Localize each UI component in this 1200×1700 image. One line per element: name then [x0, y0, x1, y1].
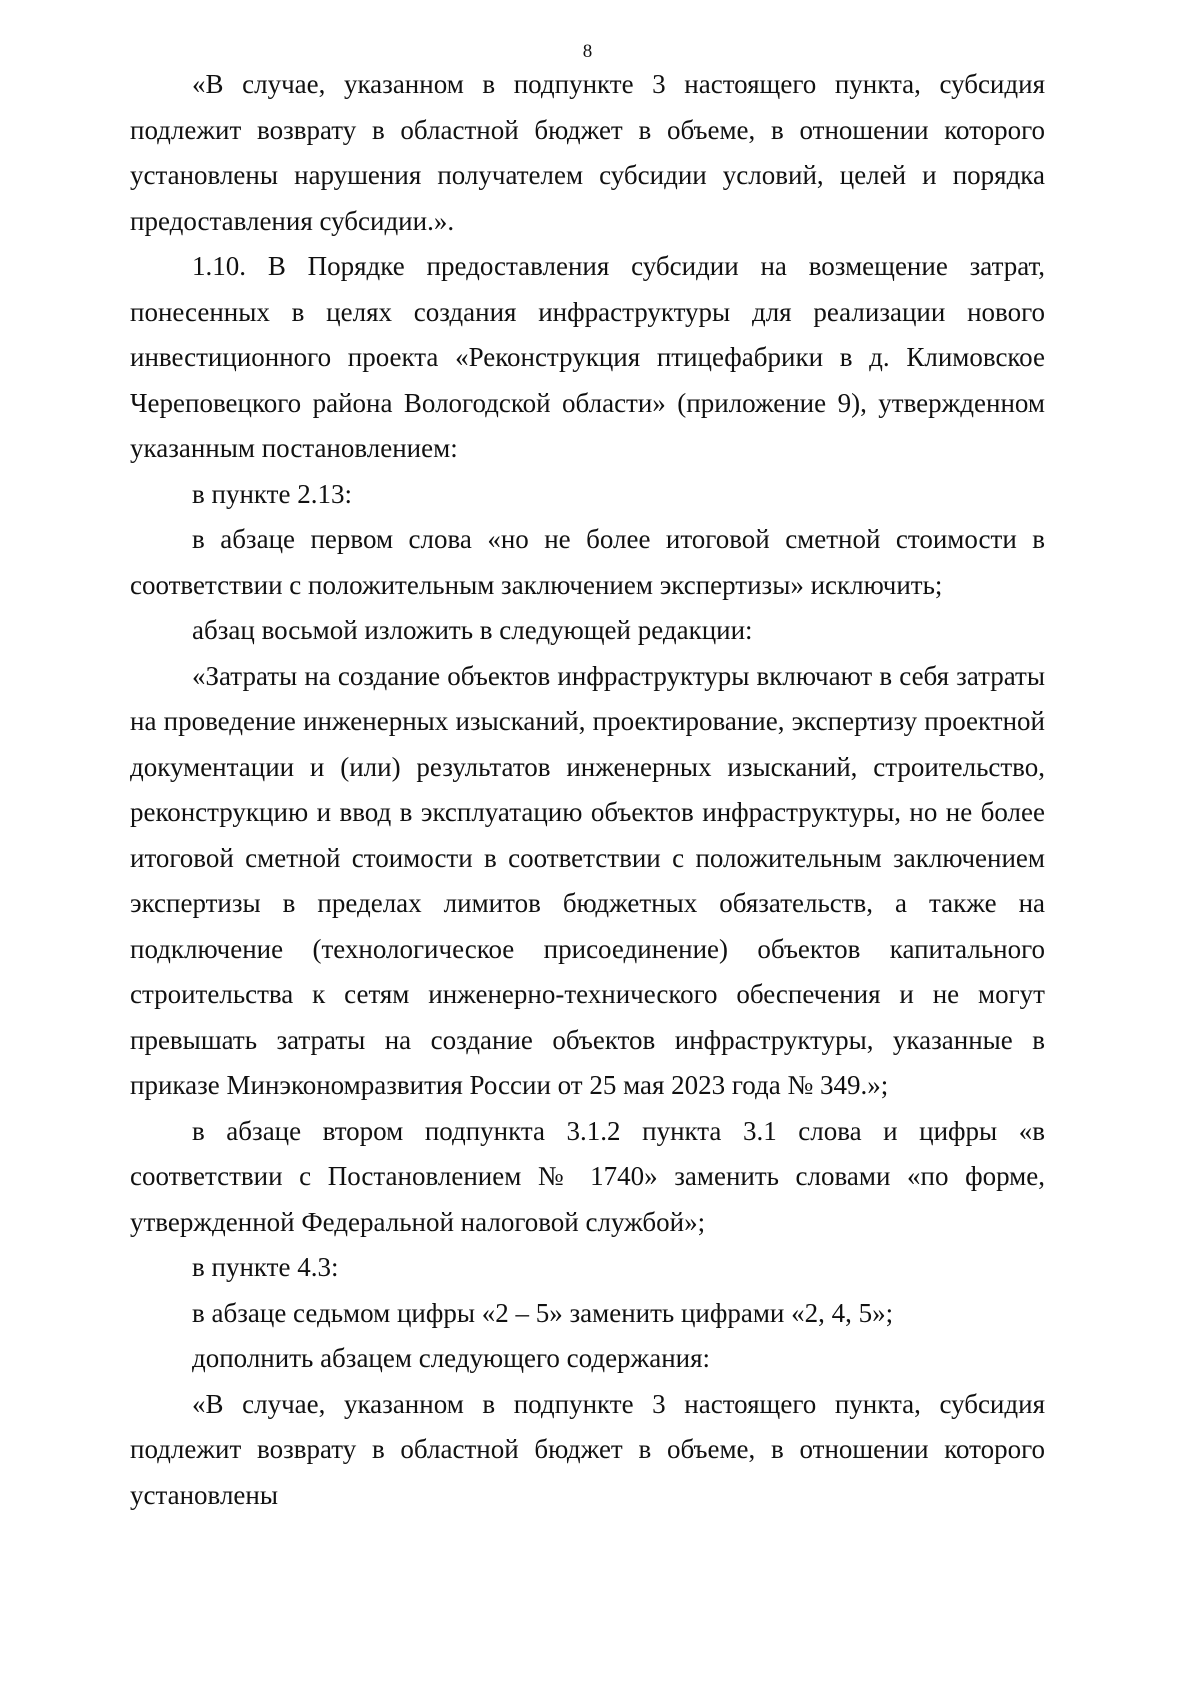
paragraph-add-abzac: дополнить абзацем следующего содержания:: [192, 1343, 711, 1373]
document-page: [130, 40, 1045, 1660]
paragraph-infrastructure-costs: «Затраты на создание объектов инфраструктуры включают в себя затраты на проведение инженерных изысканий, проектирование, экспертизу проектной документации и (или) результатов инженерных изысканий, строительство, реконструкцию и ввод в эксплуатацию объектов инфраструктуры, но не более итоговой сметной стоимости в соответствии с положительным заключением экспертизы в пределах лимитов бюджетных обязательств, а также на подключение (технологическое присоединение) объектов капитального строительства к сетям инженерно-технического обеспечения и не могут превышать затраты на создание объектов инфраструктуры, указанные в приказе Минэкономразвития России от 25 мая 2023 года № 349.»;: [130, 660, 1045, 1100]
paragraph-eighth-abzac-intro: абзац восьмой изложить в следующей редакции:: [192, 615, 753, 645]
paragraph-refund-clause-repeat: «В случае, указанном в подпункте 3 настоящего пункта, субсидия подлежит возврату в областной бюджет в объеме, в отношении которого установлены: [130, 1388, 1045, 1510]
page-number: 8: [582, 41, 593, 62]
paragraph-seventh-abzac: в абзаце седьмом цифры «2 – 5» заменить цифрами «2, 4, 5»;: [192, 1297, 894, 1328]
paragraph-refund-clause: «В случае, указанном в подпункте 3 настоящего пункта, субсидия подлежит возврату в областной бюджет в объеме, в отношении которого установлены нарушения получателем субсидии условий, целей и порядка предоставления субсидии.».: [130, 69, 1045, 236]
paragraph-subpoint-3-1-2: в абзаце втором подпункта 3.1.2 пункта 3.1 слова и цифры «в соответствии с Постановлением № 1740» заменить словами «по форме, утвержденной Федеральной налоговой службой»;: [130, 1115, 1045, 1237]
paragraph-section-1-10: 1.10. В Порядке предоставления субсидии на возмещение затрат, понесенных в целях создания инфраструктуры для реализации нового инвестиционного проекта «Реконструкция птицефабрики в д. Климовское Череповецкого района Вологодской области» (приложение 9), утвержденном указанным постановлением:: [130, 251, 1045, 463]
paragraph-point-4-3: в пункте 4.3:: [192, 1252, 339, 1282]
paragraph-first-abzac-change: в абзаце первом слова «но не более итоговой сметной стоимости в соответствии с положительным заключением экспертизы» исключить;: [130, 524, 1045, 600]
paragraph-point-2-13: в пункте 2.13:: [192, 478, 352, 509]
